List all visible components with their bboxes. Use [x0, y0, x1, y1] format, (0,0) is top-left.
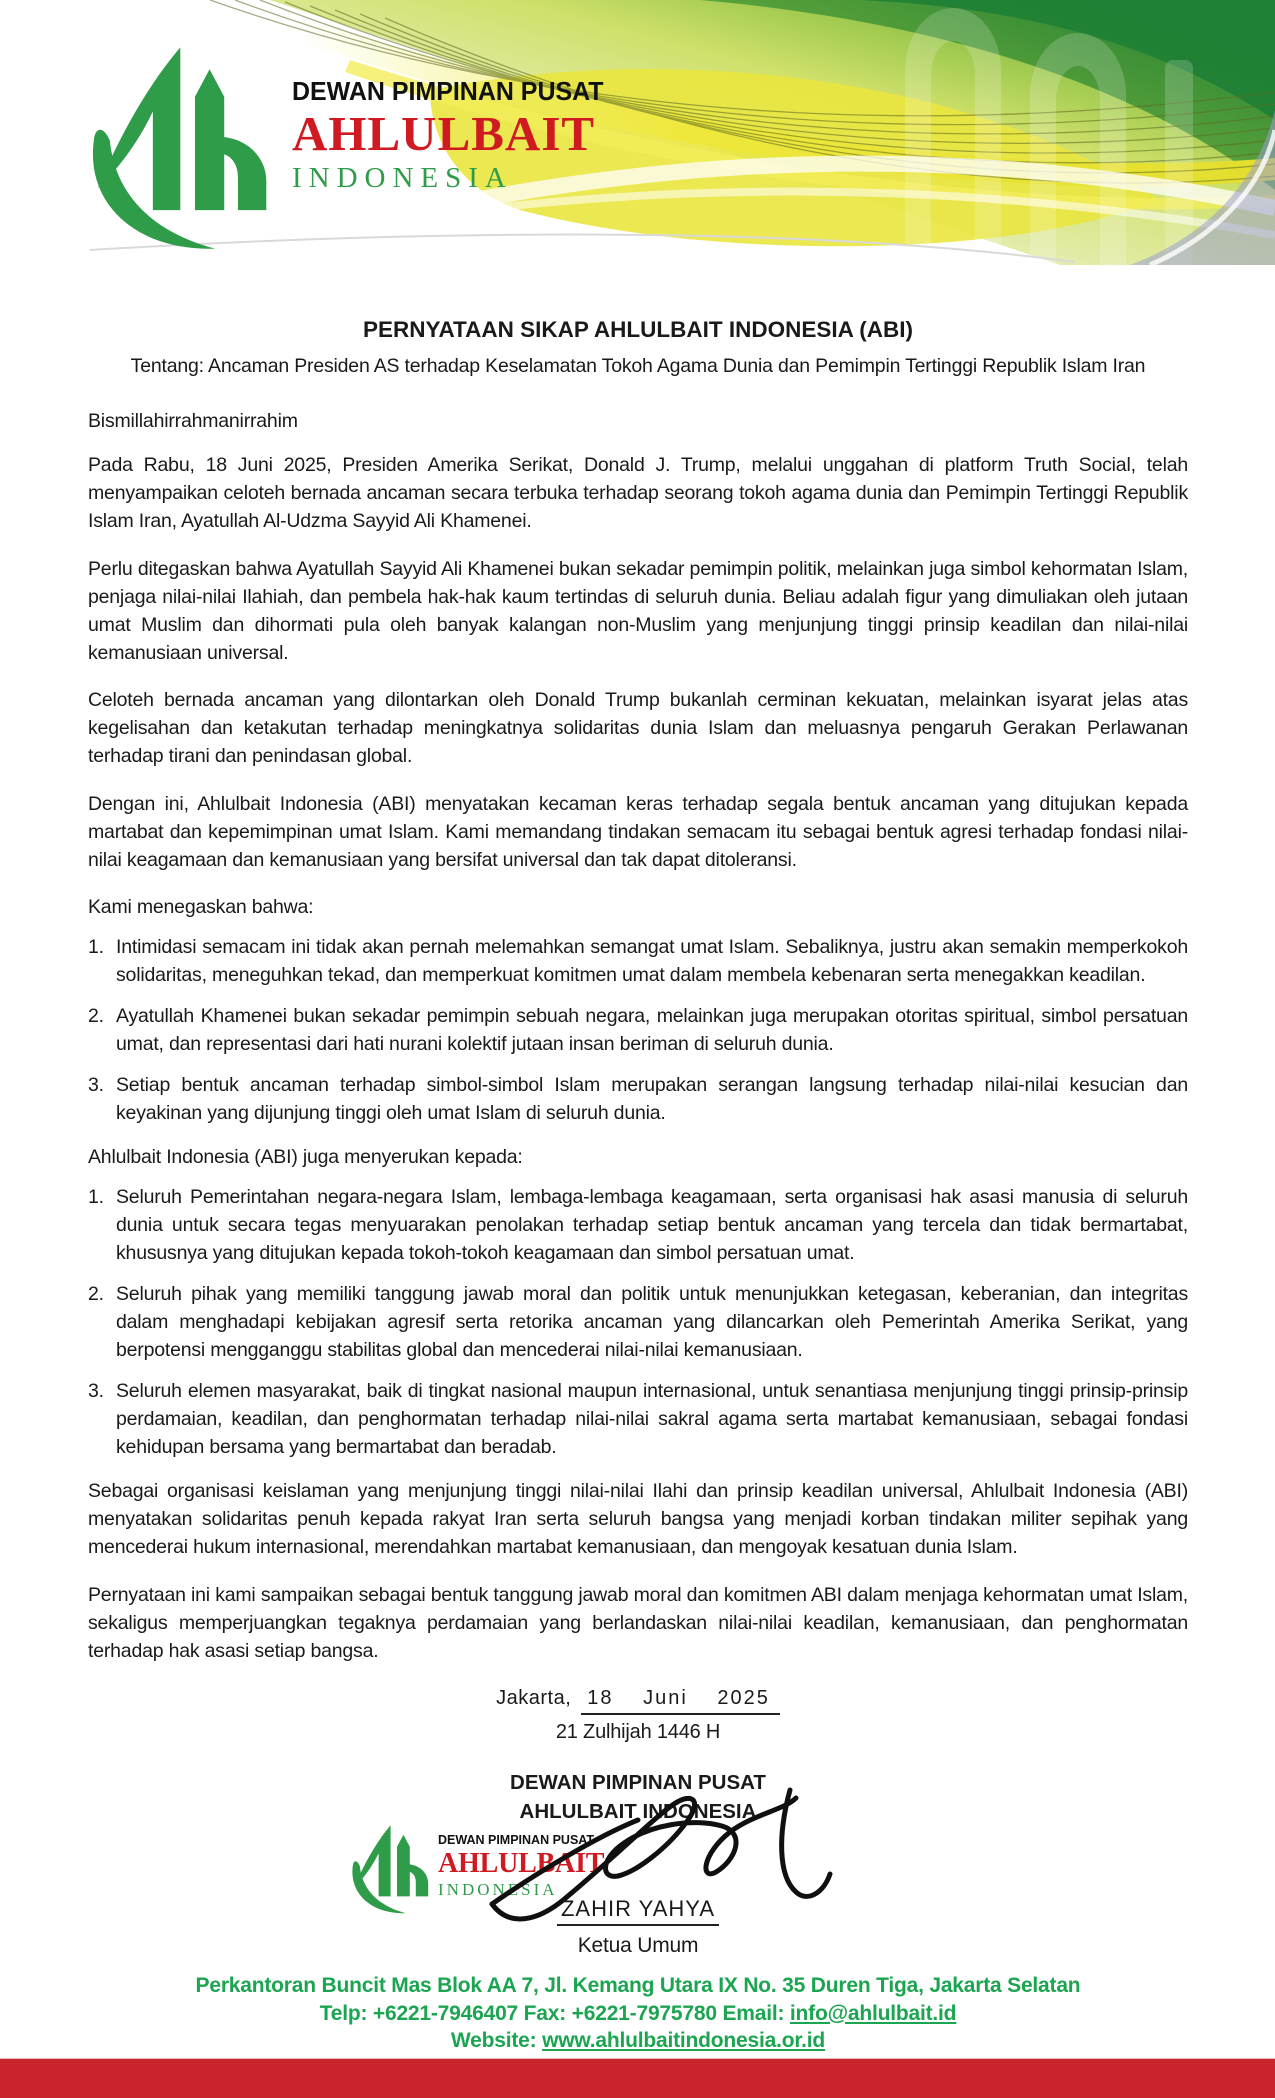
- signature-org-line2: AHLULBAIT INDONESIA: [519, 1800, 757, 1823]
- date-gregorian: 18 Juni 2025: [581, 1684, 780, 1715]
- footer-address: Perkantoran Buncit Mas Blok AA 7, Jl. Kemang Utara IX No. 35 Duren Tiga, Jakarta Selatan: [195, 1974, 1081, 1997]
- call-item-2: Seluruh pihak yang memiliki tanggung jawab moral dan politik untuk menunjukkan ketegasan, keberanian, dan integritas dalam menghadapi kebijakan agresif serta retorika ancaman yang dilancarkan oleh Pemerintah Amerika Serikat, yang berpotensi mengganggu stabilitas global dan mencederai nilai-nilai kemanusiaan.: [116, 1283, 1188, 1361]
- signature-zone: [88, 1828, 1188, 1946]
- footer-website-line: [88, 2027, 1188, 2055]
- footer-website-prefix: Website:: [450, 2029, 543, 2052]
- stamp-org-country: INDONESIA: [438, 1879, 558, 1899]
- stamp-org-line1: DEWAN PIMPINAN PUSAT: [438, 1833, 595, 1847]
- closing-paragraph-1: Sebagai organisasi keislaman yang menjunjung tinggi nilai-nilai Ilahi dan prinsip keadilan universal, Ahlulbait Indonesia (ABI) menyatakan solidaritas penuh kepada rakyat Iran serta seluruh bangsa yang menjadi korban tindakan militer sepihak yang mencederai hukum internasional, merendahkan martabat kemanusiaan, dan mengoyak kesatuan dunia Islam.: [88, 1480, 1188, 1558]
- signer-name-wrap: [88, 1895, 1188, 1926]
- date-line: [88, 1684, 1188, 1715]
- ahlulbait-logo-icon: [55, 40, 280, 255]
- footer-website-link[interactable]: www.ahlulbaitindonesia.or.id: [542, 2029, 826, 2052]
- letterhead-org-name: AHLULBAIT: [292, 106, 596, 161]
- letterhead: [0, 0, 1275, 265]
- letterhead-org-line1: DEWAN PIMPINAN PUSAT: [292, 76, 604, 106]
- date-city: Jakarta,: [496, 1687, 572, 1709]
- paragraph-4: Dengan ini, Ahlulbait Indonesia (ABI) menyatakan kecaman keras terhadap segala bentuk ancaman yang ditujukan kepada martabat dan kepemimpinan umat Islam. Kami memandang tindakan semacam itu sebagai bentuk agresi terhadap fondasi nilai-nilai keagamaan dan kemanusiaan yang bersifat universal dan tak dapat ditoleransi.: [88, 792, 1188, 871]
- assertion-item-1: Intimidasi semacam ini tidak akan pernah melemahkan semangat umat Islam. Sebaliknya, justru akan semakin memperkokoh solidaritas, meneguhkan tekad, dan memperkuat komitmen umat dalam membela kebenaran serta menegakkan keadilan.: [116, 936, 1188, 986]
- paragraph-1: Pada Rabu, 18 Juni 2025, Presiden Amerika Serikat, Donald J. Trump, melalui unggahan di platform Truth Social, telah menyampaikan celoteh bernada ancaman secara terbuka terhadap seorang tokoh agama dunia dan Pemimpin Tertinggi Republik Islam Iran, Ayatullah Al-Udzma Sayyid Ali Khamenei.: [88, 454, 1188, 532]
- letterhead-org-country: INDONESIA: [292, 162, 513, 194]
- bismillah-line: Bismillahirrahmanirrahim: [88, 410, 298, 432]
- signer-name: ZAHIR YAHYA: [557, 1895, 719, 1926]
- bottom-red-bar: [0, 2058, 1275, 2098]
- call-item-3: Seluruh elemen masyarakat, baik di tingkat nasional maupun internasional, untuk senantiasa menjunjung tinggi prinsip-prinsip perdamaian, keadilan, dan penghormatan terhadap nilai-nilai sakral agama serta martabat kemanusiaan, sebagai fondasi kehidupan bersama yang bermartabat dan beradab.: [116, 1380, 1188, 1458]
- signer-title: Ketua Umum: [577, 1934, 699, 1957]
- paragraph-3: Celoteh bernada ancaman yang dilontarkan oleh Donald Trump bukanlah cerminan kekuatan, melainkan isyarat jelas atas kegelisahan dan ketakutan terhadap meningkatnya solidaritas dunia Islam dan meluasnya pengaruh Gerakan Perlawanan terhadap tirani dan penindasan global.: [88, 689, 1188, 767]
- signature-org-line1: DEWAN PIMPINAN PUSAT: [510, 1771, 766, 1794]
- footer-contact-line: [88, 2000, 1188, 2028]
- document-body: [0, 265, 1275, 2055]
- footer-contact-block: [88, 1972, 1188, 2055]
- calls-list: [88, 1183, 1188, 1461]
- document-title: PERNYATAAN SIKAP AHLULBAIT INDONESIA (ABI): [362, 317, 914, 342]
- assertion-item-2: Ayatullah Khamenei bukan sekadar pemimpin sebuah negara, melainkan juga merupakan otoritas spiritual, simbol persatuan umat, dan representasi dari hati nurani kolektif jutaan insan beriman di seluruh dunia.: [116, 1005, 1188, 1055]
- paragraph-2: Perlu ditegaskan bahwa Ayatullah Sayyid Ali Khamenei bukan sekadar pemimpin politik, melainkan juga simbol kehormatan Islam, penjaga nilai-nilai Ilahiah, dan pembela hak-hak kaum tertindas di seluruh dunia. Beliau adalah figur yang dimuliakan oleh jutaan umat Muslim dan dihormati pula oleh banyak kalangan non-Muslim yang menjunjung tinggi prinsip keadilan dan nilai-nilai kemanusiaan universal.: [88, 557, 1188, 664]
- document-subtitle: Tentang: Ancaman Presiden AS terhadap Keselamatan Tokoh Agama Dunia dan Pemimpin Tertinggi Republik Islam Iran: [130, 355, 1146, 377]
- assertions-list: [88, 933, 1188, 1127]
- stamp-org-name: AHLULBAIT: [438, 1847, 605, 1879]
- calls-heading: Ahlulbait Indonesia (ABI) juga menyerukan kepada:: [88, 1146, 523, 1168]
- assertion-item-3: Setiap bentuk ancaman terhadap simbol-simbol Islam merupakan serangan langsung terhadap nilai-nilai kesucian dan keyakinan yang dijunjung tinggi oleh umat Islam di seluruh dunia.: [116, 1074, 1188, 1124]
- closing-paragraph-2: Pernyataan ini kami sampaikan sebagai bentuk tanggung jawab moral dan komitmen ABI dalam menjaga kehormatan umat Islam, sekaligus memperjuangkan tegaknya perdamaian yang berlandaskan nilai-nilai keadilan, kemanusiaan, dan penghormatan terhadap hak asasi setiap bangsa.: [88, 1583, 1188, 1662]
- assertions-heading: Kami menegaskan bahwa:: [88, 896, 314, 918]
- call-item-1: Seluruh Pemerintahan negara-negara Islam, lembaga-lembaga keagamaan, serta organisasi hak asasi manusia di seluruh dunia untuk secara tegas menyuarakan penolakan terhadap setiap bentuk ancaman yang tercela dan tidak bermartabat, khususnya yang ditujukan kepada tokoh-tokoh keagamaan dan simbol persatuan umat.: [116, 1186, 1188, 1264]
- footer-email-link[interactable]: info@ahlulbait.id: [789, 2001, 957, 2025]
- date-hijri: 21 Zulhijah 1446 H: [555, 1721, 721, 1743]
- footer-contact-prefix: Telp: +6221-7946407 Fax: +6221-7975780 Email:: [319, 2001, 790, 2025]
